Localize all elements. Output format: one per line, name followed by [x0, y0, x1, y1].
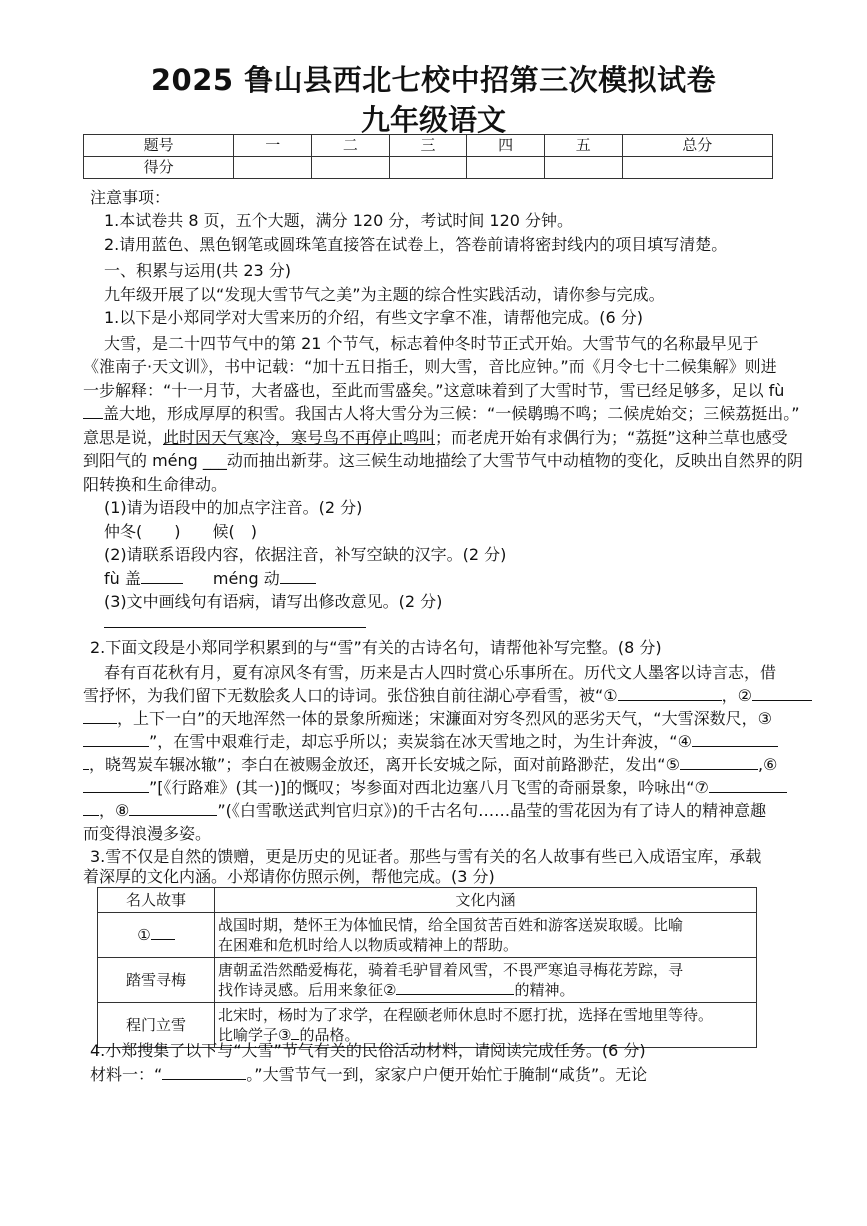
score-cell: 五 — [544, 135, 622, 157]
score-cell: 二 — [312, 135, 390, 157]
score-input-cell[interactable] — [467, 157, 545, 179]
score-input-cell[interactable] — [622, 157, 772, 179]
answer-blank[interactable] — [280, 569, 316, 584]
question-2: 2.下面文段是小郑同学积累到的与“雪”有关的古诗名句，请帮他补写完整。(8 分) — [90, 638, 662, 657]
underlined-sentence: 此时因天气寒冷，寒号鸟不再停止鸣叫 — [163, 428, 436, 447]
passage-line — [83, 800, 766, 822]
table-cell — [215, 958, 757, 1003]
cell-text: 北宋时，杨时为了求学，在程颐老师休息时不愿打扰，选择在雪地里等待。 — [218, 1006, 714, 1024]
score-cell: 一 — [234, 135, 312, 157]
cell-text: 的品格。 — [299, 1026, 360, 1044]
table-cell: 踏雪寻梅 — [98, 958, 215, 1003]
passage-line — [83, 403, 800, 425]
column-header: 文化内涵 — [215, 888, 757, 913]
score-table-score-row — [84, 157, 773, 179]
passage-text: 材料一：“ — [90, 1065, 163, 1084]
answer-blank[interactable] — [396, 980, 514, 995]
sub-question-1: (1)请为语段中的加点字注音。(2 分) — [104, 498, 363, 517]
exam-title: 2025 鲁山县西北七校中招第三次模拟试卷 — [150, 63, 717, 97]
answer-blank[interactable] — [83, 404, 103, 419]
table-cell: 程门立雪 — [98, 1003, 215, 1048]
question-4: 4.小郑搜集了以下与“大雪”节气有关的民俗活动材料，请阅读完成任务。(6 分) — [90, 1041, 646, 1060]
answer-blank[interactable] — [83, 732, 149, 747]
idiom-table — [97, 887, 757, 1048]
answer-blank[interactable] — [83, 709, 117, 724]
passage-text: ，晓驾炭车辗冰辙”；李白在被赐金放还，离开长安城之际，面对前路渺茫，发出“⑤ — [89, 755, 680, 774]
answer-blank[interactable] — [752, 686, 812, 701]
score-table-header-row — [84, 135, 773, 157]
passage-text: ”(《白雪歌送武判官归京》)的千古名句……晶莹的雪花因为有了诗人的精神意趣 — [217, 801, 767, 820]
exam-subtitle: 九年级语文 — [360, 103, 506, 137]
question-3: 3.雪不仅是自然的馈赠，更是历史的见证者。那些与雪有关的名人故事有些已入成语宝库，承载 — [90, 847, 762, 866]
passage-text: ,⑥ — [757, 755, 778, 774]
table-cell — [215, 913, 757, 958]
passage-line: 而变得浪漫多姿。 — [83, 824, 212, 843]
passage-line — [83, 427, 788, 449]
answer-blank[interactable] — [151, 925, 175, 940]
passage-text: ”[《行路难》(其一)]的慨叹；岑参面对西北边塞八月飞雪的奇丽景象，吟咏出“⑦ — [149, 778, 709, 797]
table-row — [98, 958, 757, 1003]
cell-text: 比喻学子③ — [218, 1026, 292, 1044]
answer-blank[interactable] — [692, 732, 778, 747]
sub-question-2-answer — [104, 568, 316, 590]
sub-question-1-answer[interactable]: 仲冬( ) 候( ) — [104, 522, 257, 541]
passage-text: 盖大地，形成厚厚的积雪。我国古人将大雪分为三候：“一候鹖鴠不鸣；二候虎始交；三候荔挺出。” — [103, 404, 800, 423]
cell-text: 战国时期，楚怀王为体恤民情，给全国贫苦百姓和游客送炭取暖。比喻 — [218, 916, 684, 934]
passage-line: 春有百花秋有月，夏有凉风冬有雪，历来是古人四时赏心乐事所在。历代文人墨客以诗言志，借 — [104, 663, 777, 682]
passage-text: ，② — [721, 686, 752, 705]
answer-blank[interactable] — [141, 569, 183, 584]
cell-text — [218, 980, 753, 1000]
passage-line — [83, 708, 772, 730]
cell-text: 的精神。 — [514, 981, 575, 999]
sub-question-3: (3)文中画线句有语病，请写出修改意见。(2 分) — [104, 592, 443, 611]
passage-line: 《淮南子·天文训》，书中记载：“加十五日指壬，则大雪，音比应钟。”而《月令七十二候集解》则进 — [83, 357, 777, 376]
score-input-cell[interactable] — [389, 157, 467, 179]
answer-blank[interactable] — [162, 1065, 246, 1080]
passage-text: ，⑧ — [99, 801, 130, 820]
sub-question-2: (2)请联系语段内容，依据注音，补写空缺的汉字。(2 分) — [104, 545, 507, 564]
section-intro: 九年级开展了以“发现大雪节气之美”为主题的综合性实践活动，请你参与完成。 — [104, 285, 665, 304]
score-input-cell[interactable] — [312, 157, 390, 179]
passage-line: 阳转换和生命律动。 — [83, 475, 228, 494]
score-cell: 四 — [467, 135, 545, 157]
passage-text: 雪抒怀，为我们留下无数脍炙人口的诗词。张岱独自前往湖心亭看雪，被“① — [83, 686, 618, 705]
cell-text: 找作诗灵感。后用来象征② — [218, 981, 397, 999]
answer-blank[interactable] — [129, 801, 217, 816]
passage-line: 一步解释：“十一月节，大者盛也，至此而雪盛矣。”这意味着到了大雪时节，雪已经足够多，足以 fù — [83, 381, 785, 400]
cell-text: 唐朝孟浩然酷爱梅花，骑着毛驴冒着风雪，不畏严寒追寻梅花芳踪，寻 — [218, 961, 684, 979]
answer-blank[interactable] — [83, 801, 99, 816]
score-input-cell[interactable] — [544, 157, 622, 179]
notice-item: 2.请用蓝色、黑色钢笔或圆珠笔直接答在试卷上，答卷前请将密封线内的项目填写清楚。 — [104, 235, 728, 254]
cell-text: ① — [137, 926, 151, 944]
answer-blank[interactable] — [83, 778, 149, 793]
pinyin-label: méng 动 — [212, 569, 280, 588]
notice-heading: 注意事项： — [90, 188, 171, 207]
column-header: 名人故事 — [98, 888, 215, 913]
score-cell: 总分 — [622, 135, 772, 157]
score-cell: 三 — [389, 135, 467, 157]
passage-line — [83, 731, 778, 753]
passage-text: 。”大雪节气一到，家家户户便开始忙于腌制“咸货”。无论 — [246, 1065, 648, 1084]
passage-text: 意思是说， — [83, 428, 164, 447]
question-3-line: 着深厚的文化内涵。小郑请你仿照示例，帮他完成。(3 分) — [83, 867, 495, 886]
table-header-row — [98, 888, 757, 913]
section-heading: 一、积累与运用(共 23 分) — [104, 261, 292, 280]
passage-text: ；而老虎开始有求偶行为；“荔挺”这种兰草也感受 — [435, 428, 788, 447]
notice-item: 1.本试卷共 8 页，五个大题，满分 120 分，考试时间 120 分钟。 — [104, 211, 574, 230]
answer-blank[interactable] — [680, 755, 758, 770]
answer-blank[interactable] — [618, 686, 722, 701]
cell-text: 在困难和危机时给人以物质或精神上的帮助。 — [218, 936, 519, 954]
score-cell: 得分 — [84, 157, 234, 179]
passage-line — [83, 777, 787, 799]
score-input-cell[interactable] — [234, 157, 312, 179]
material-1 — [90, 1064, 647, 1086]
table-row — [98, 913, 757, 958]
score-table — [83, 134, 773, 179]
answer-blank[interactable] — [709, 778, 787, 793]
answer-line[interactable] — [104, 627, 366, 628]
question-1: 1.以下是小郑同学对大雪来历的介绍，有些文字拿不准，请帮他完成。(6 分) — [104, 308, 644, 327]
pinyin-label: fù 盖 — [104, 569, 141, 588]
passage-line — [83, 754, 777, 776]
table-cell — [98, 913, 215, 958]
passage-line: 大雪，是二十四节气中的第 21 个节气，标志着仲冬时节正式开始。大雪节气的名称最早见于 — [104, 334, 759, 353]
passage-text: ”，在雪中艰难行走，却忘乎所以；卖炭翁在冰天雪地之时，为生计奔波，“④ — [149, 732, 692, 751]
passage-line — [83, 685, 812, 707]
passage-line: 到阳气的 méng ___动而抽出新芽。这三候生动地描绘了大雪节气中动植物的变化，反映出自然界的阴 — [83, 451, 803, 470]
score-cell: 题号 — [84, 135, 234, 157]
passage-text: ，上下一白”的天地浑然一体的景象所痴迷；宋濂面对穷冬烈风的恶劣天气，“大雪深数尺，③ — [117, 709, 772, 728]
